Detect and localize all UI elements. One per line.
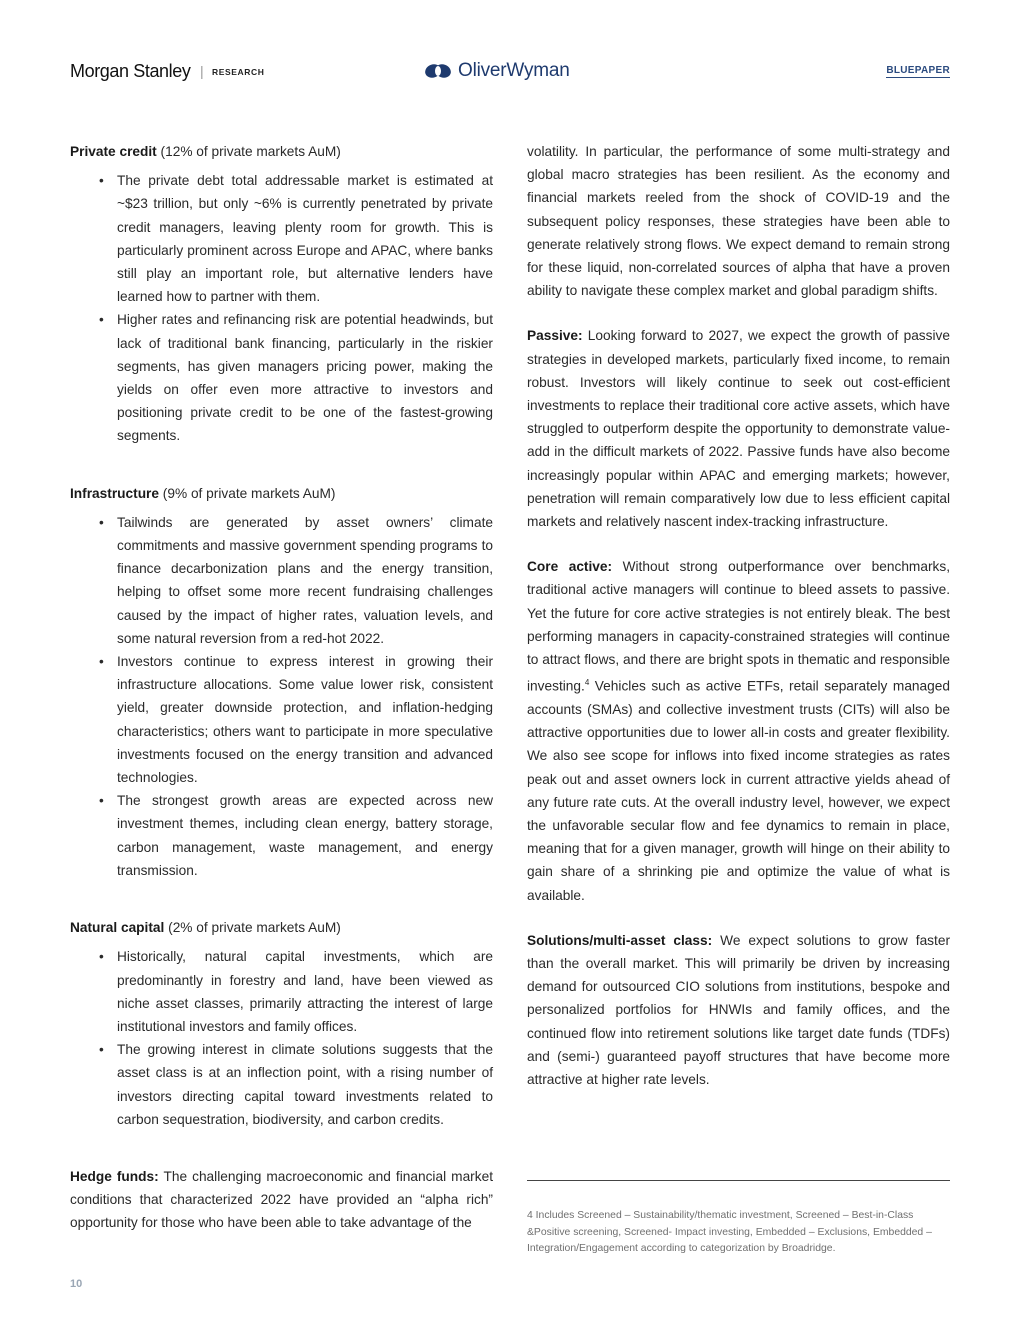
paragraph-body: Vehicles such as active ETFs, retail separately managed accounts (SMAs) and collective investment trusts (CITs) will also be attractive opportunities due to lower all-in costs and greater flexibility. We also see scope for inflows into fixed income strategies as rates peak out and asset owners lock in current attractive yields ahead of any future rate cuts. At the overall industry level, however, we expect the unfavorable secular flow and fee dynamics to remain in place, meaning that for a given manager, growth will hinge on their ability to gain share of a shrinking pie and optimize the value of what is available. xyxy=(527,678,950,903)
bullet-icon: • xyxy=(99,949,104,965)
oliver-wyman-logo xyxy=(424,60,570,82)
list-item xyxy=(70,789,493,882)
passive-paragraph xyxy=(527,324,950,533)
bullet-icon: • xyxy=(99,312,104,328)
morgan-stanley-logo: Morgan Stanley xyxy=(70,61,191,81)
page-number: 10 xyxy=(70,1278,83,1290)
list-item xyxy=(70,945,493,1038)
paragraph-body: The challenging macroeconomic and financial market conditions that characterized 2022 have provided an “alpha rich” opportunity for those who have been able to take advantage of the xyxy=(70,1168,493,1231)
bullet-text: The strongest growth areas are expected across new investment themes, including clean energy, battery storage, carbon management, waste management, and energy transmission. xyxy=(117,793,493,878)
list-item xyxy=(70,650,493,789)
oliver-wyman-wordmark: OliverWyman xyxy=(458,60,570,81)
bullet-list xyxy=(70,511,493,882)
bluepaper-label: BLUEPAPER xyxy=(886,65,950,76)
heading-bold: Core active: xyxy=(527,559,613,575)
bullet-list xyxy=(70,945,493,1131)
heading-bold: Solutions/multi-asset class: xyxy=(527,932,713,948)
paragraph-body: We expect solutions to grow faster than the overall market. This will primarily be driven by increasing demand for outsourced CIO solutions from institutions, bespoke and personalized portfolios for HNWIs and family offices, and the continued flow into retirement solutions like target date funds (TDFs) and (semi-) guaranteed payoff structures that have become more attractive at higher rate levels. xyxy=(527,932,950,1088)
heading-bold: Private credit xyxy=(70,144,157,159)
bullet-icon: • xyxy=(99,654,104,670)
footnote-ref[interactable]: 4 xyxy=(584,678,590,688)
research-label: RESEARCH xyxy=(212,67,265,77)
section-heading xyxy=(70,916,493,939)
list-item xyxy=(70,1038,493,1131)
private-credit-section xyxy=(70,140,493,448)
paragraph-body: Without strong outperformance over benchmarks, traditional active managers will continue to bleed assets to passive. Yet the future for core active strategies is not entirely bleak. The best performing managers in capacity-constrained strategies will continue to attract flows, and there are bright spots in thematic and responsible investing. xyxy=(527,559,950,694)
bullet-icon: • xyxy=(99,173,104,189)
bullet-icon: • xyxy=(99,793,104,809)
bullet-text: Investors continue to express interest in growing their infrastructure allocations. Some value lower risk, consistent yield, greater downside protection, and inflation-hedging characteristics; others want to participate in more speculative investments focused on the energy transition and advanced technologies. xyxy=(117,654,493,786)
oliver-wyman-mark-icon xyxy=(424,63,452,79)
infrastructure-section xyxy=(70,482,493,882)
bullet-text: Tailwinds are generated by asset owners’ climate commitments and massive government spending programs to finance decarbonization plans and the energy transition, helping to offset some more recent fundraising challenges caused by the impact of higher rates, valuation levels, and some natural reversion from a red-hot 2022. xyxy=(117,514,493,646)
heading-bold: Natural capital xyxy=(70,920,165,936)
natural-capital-section xyxy=(70,916,493,1131)
section-heading xyxy=(70,482,493,505)
core-active-paragraph xyxy=(527,555,950,907)
right-column xyxy=(527,140,950,1091)
heading-bold: Infrastructure xyxy=(70,485,159,501)
left-column xyxy=(70,140,493,1235)
paragraph-body: Looking forward to 2027, we expect the growth of passive strategies in developed markets, particularly fixed income, to remain robust. Investors will likely continue to seek out cost-efficient investments to replace their traditional core active assets, which have struggled to outperform despite the opportunity to demonstrate value-add in the difficult markets of 2022. Passive funds have also become increasingly popular within APAC and emerging markets; however, penetration will remain comparatively low due to less efficient capital markets and relatively nascent index-tracking infrastructure. xyxy=(527,328,950,530)
list-item xyxy=(70,511,493,650)
header-separator: | xyxy=(200,63,204,79)
bullet-icon: • xyxy=(99,514,104,530)
footnote: 4 Includes Screened – Sustainability/thematic investment, Screened – Best-in-Class &Positive screening, Screened- Impact investing, Embedded – Exclusions, Embedded – Integration/Engagement according to categorization by Broadridge. xyxy=(527,1210,932,1254)
footnote-divider xyxy=(527,1180,950,1181)
bullet-list xyxy=(70,169,493,447)
heading-sub: (2% of private markets AuM) xyxy=(164,920,341,936)
bullet-icon: • xyxy=(99,1042,104,1058)
bullet-text: The private debt total addressable market is estimated at ~$23 trillion, but only ~6% is currently penetrated by private credit managers, leaving plenty room for growth. This is particularly prominent across Europe and APAC, where banks still play an important role, but alternative lenders have learned how to partner with them. xyxy=(117,173,493,305)
list-item xyxy=(70,308,493,447)
section-heading xyxy=(70,140,493,163)
heading-bold: Passive: xyxy=(527,328,583,344)
page-header xyxy=(70,58,950,88)
list-item xyxy=(70,169,493,308)
heading-sub: (12% of private markets AuM) xyxy=(156,144,341,159)
heading-sub: (9% of private markets AuM) xyxy=(159,485,336,501)
bullet-text: Higher rates and refinancing risk are potential headwinds, but lack of traditional bank financing, particularly in the riskier segments, has given managers pricing power, making the yields on offer even more attractive to investors and positioning private credit to be one of the fastest-growing segments. xyxy=(117,312,493,444)
bullet-text: The growing interest in climate solutions suggests that the asset class is at an inflection point, with a rising number of investors directing capital toward investments related to carbon sequestration, biodiversity, and carbon credits. xyxy=(117,1042,493,1127)
solutions-paragraph xyxy=(527,929,950,1091)
heading-bold: Hedge funds: xyxy=(70,1168,159,1184)
hedge-funds-continuation: volatility. In particular, the performance of some multi-strategy and global macro strategies has been resilient. As the economy and financial markets reeled from the shock of COVID-19 and the subsequent policy responses, these strategies have been able to generate relatively strong flows. We expect demand to remain strong for these liquid, non-correlated sources of alpha that have a proven ability to navigate these complex market and global paradigm shifts. xyxy=(527,144,950,299)
bullet-text: Historically, natural capital investments, which are predominantly in forestry and land, have been viewed as niche asset classes, primarily attracting the interest of large institutional investors and family offices. xyxy=(117,949,493,1034)
hedge-funds-paragraph xyxy=(70,1165,493,1235)
